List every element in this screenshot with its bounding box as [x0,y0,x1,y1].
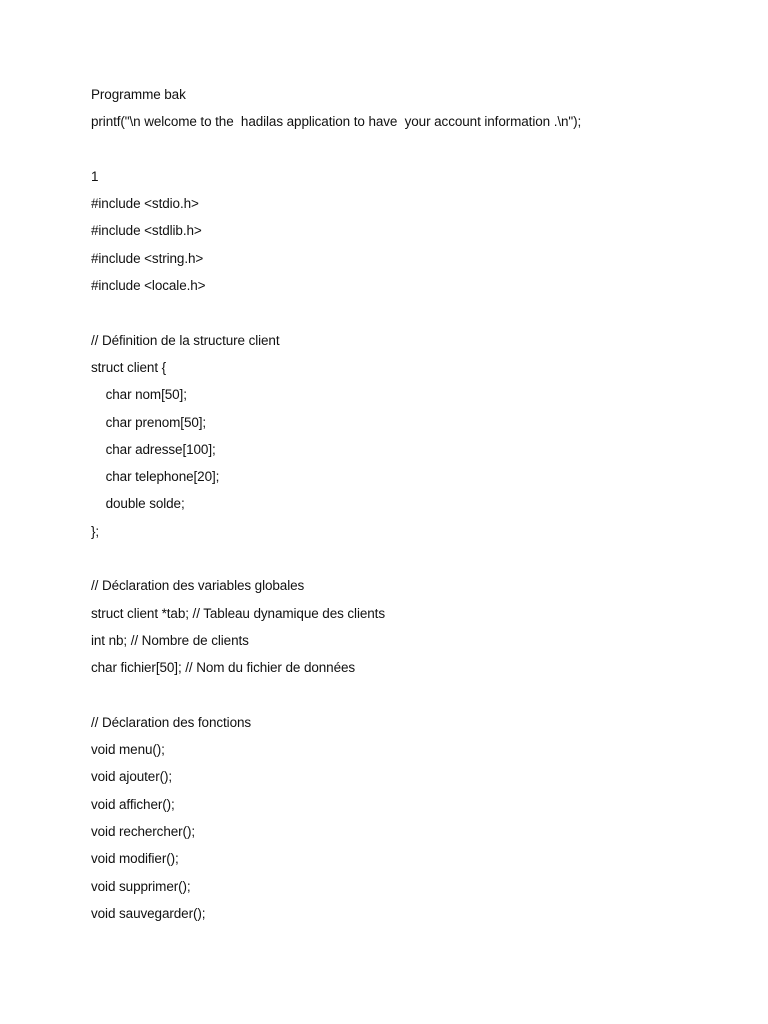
blank-line [91,303,731,330]
struct-field-line: char nom[50]; [91,387,187,403]
include-line: #include <stdlib.h> [91,223,202,239]
document-body [91,85,731,931]
include-line: #include <stdio.h> [91,196,199,212]
global-variable-line: struct client *tab; // Tableau dynamique des clients [91,605,385,621]
function-declaration-line: void menu(); [91,742,165,758]
function-declaration-line: void supprimer(); [91,878,191,894]
struct-line: struct client { [91,359,167,375]
comment-line: // Déclaration des variables globales [91,578,305,594]
comment-line: // Déclaration des fonctions [91,714,252,730]
function-declaration-line: void ajouter(); [91,769,173,785]
blank-line [91,686,731,713]
document-title: Programme bak [91,87,186,102]
struct-field-line: char telephone[20]; [91,469,220,485]
function-declaration-line: void sauvegarder(); [91,905,206,921]
global-variable-line: int nb; // Nombre de clients [91,632,249,648]
struct-field-line: char adresse[100]; [91,441,216,457]
section-number: 1 [91,168,99,184]
global-variable-line: char fichier[50]; // Nom du fichier de données [91,660,356,676]
include-line: #include <string.h> [91,250,204,266]
blank-line [91,140,731,167]
struct-close-line: }; [91,523,100,539]
function-declaration-line: void rechercher(); [91,824,195,840]
function-declaration-line: void afficher(); [91,796,175,812]
printf-line: printf("\n welcome to the hadilas application to have your account information .\n"); [91,114,582,130]
comment-line: // Définition de la structure client [91,332,280,348]
function-declaration-line: void modifier(); [91,851,179,867]
struct-field-line: double solde; [91,496,185,512]
struct-field-line: char prenom[50]; [91,414,207,430]
include-line: #include <locale.h> [91,278,206,294]
blank-line [91,549,731,576]
